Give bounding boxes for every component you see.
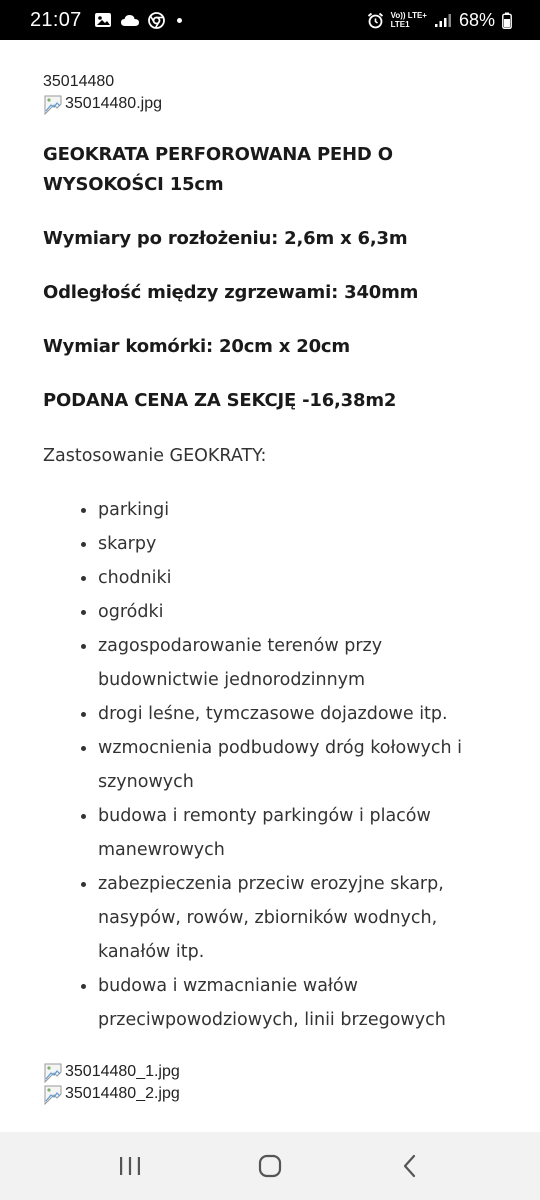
status-left xyxy=(30,9,182,32)
broken-image-icon xyxy=(43,1083,65,1105)
recents-icon xyxy=(117,1155,143,1177)
signal-icon xyxy=(434,13,452,28)
chrome-icon xyxy=(148,12,165,29)
list-item: parkingi xyxy=(81,493,496,527)
list-item: chodniki xyxy=(81,561,496,595)
list-item: budowa i remonty parkingów i placów manewrowych xyxy=(81,799,496,867)
gallery-image-1 xyxy=(43,1061,496,1083)
product-description xyxy=(0,40,540,1132)
list-item: zabezpieczenia przeciw erozyjne skarp, nasypów, rowów, zbiorników wodnych, kanałów itp. xyxy=(81,867,496,969)
battery-icon xyxy=(502,12,512,29)
recents-button[interactable] xyxy=(100,1141,160,1191)
battery-percentage: 68% xyxy=(458,9,495,30)
spec-dimensions: Wymiary po rozłożeniu: 2,6m x 6,3m xyxy=(43,228,408,249)
spec-weld-distance: Odległość między zgrzewami: 340mm xyxy=(43,282,419,303)
main-image xyxy=(43,93,496,115)
broken-image-icon xyxy=(43,1061,65,1083)
broken-image-icon xyxy=(43,93,65,115)
status-bar xyxy=(0,0,540,40)
product-title: GEOKRATA PERFOROWANA PEHD O WYSOKOŚCI 15cm xyxy=(43,144,393,195)
gallery-image-2-alt: 35014480_2.jpg xyxy=(65,1085,180,1102)
status-right xyxy=(367,10,512,31)
gallery-image-2 xyxy=(43,1083,496,1105)
list-item: zagospodarowanie terenów przy budownictwie jednorodzinnym xyxy=(81,629,496,697)
gallery xyxy=(43,1061,496,1105)
spec-price-note: PODANA CENA ZA SEKCJĘ -16,38m2 xyxy=(43,390,397,411)
uses-intro: Zastosowanie GEOKRATY: xyxy=(43,446,267,466)
list-item: budowa i wzmacnianie wałów przeciwpowodziowych, linii brzegowych xyxy=(81,969,496,1037)
product-ref-code: 35014480 xyxy=(43,73,115,90)
list-item: wzmocnienia podbudowy dróg kołowych i szynowych xyxy=(81,731,496,799)
spec-cell-size: Wymiar komórki: 20cm x 20cm xyxy=(43,336,350,357)
main-image-alt: 35014480.jpg xyxy=(65,95,162,112)
navigation-bar xyxy=(0,1132,540,1200)
list-item: ogródki xyxy=(81,595,496,629)
network-bottom: LTE1 xyxy=(390,20,410,29)
more-notifications-dot xyxy=(177,18,182,23)
home-button[interactable] xyxy=(240,1141,300,1191)
network-label xyxy=(391,11,427,29)
alarm-icon xyxy=(367,12,384,29)
network-top: Vo)) LTE+ xyxy=(390,11,427,20)
back-button[interactable] xyxy=(380,1141,440,1191)
list-item: drogi leśne, tymczasowe dojazdowe itp. xyxy=(81,697,496,731)
cloud-icon xyxy=(120,13,140,27)
image-icon xyxy=(94,12,112,28)
list-item: skarpy xyxy=(81,527,496,561)
uses-list xyxy=(43,493,496,1037)
home-icon xyxy=(257,1153,283,1179)
back-icon xyxy=(400,1153,420,1179)
status-time: 21:07 xyxy=(30,8,82,31)
gallery-image-1-alt: 35014480_1.jpg xyxy=(65,1063,180,1080)
